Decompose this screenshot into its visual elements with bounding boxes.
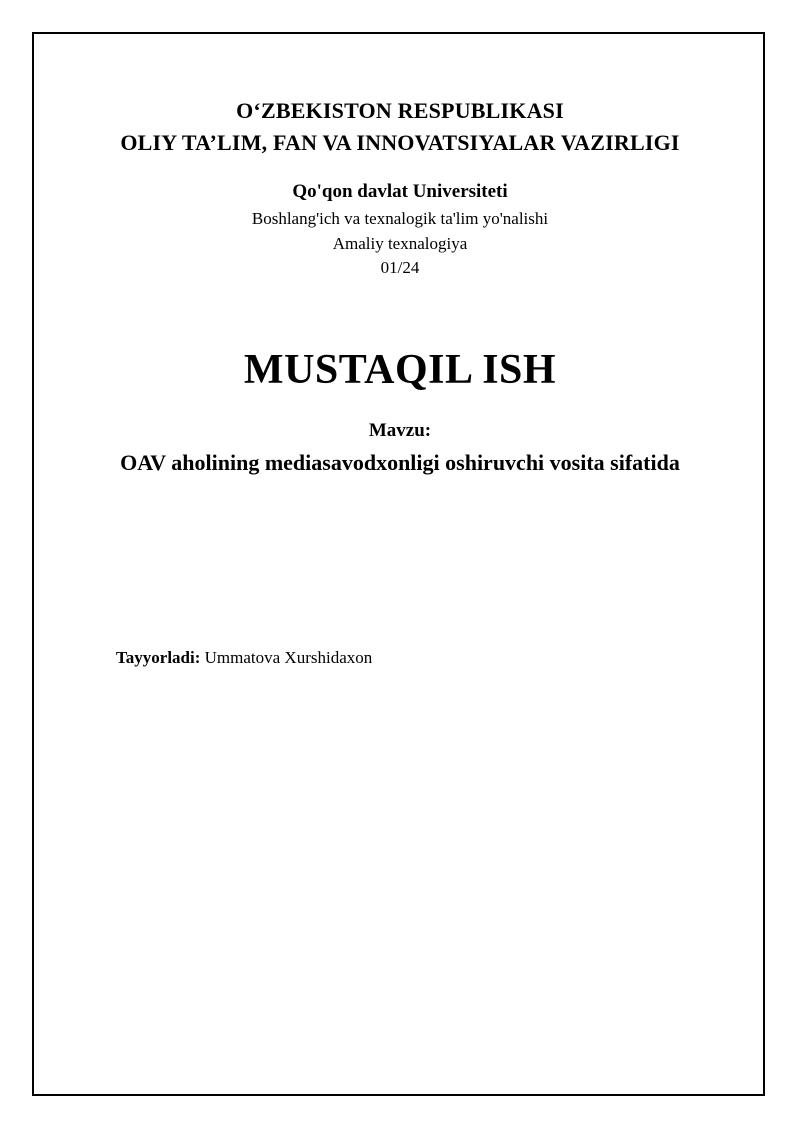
group-number: 01/24 bbox=[380, 258, 420, 277]
ministry-heading: OLIY TA’LIM, FAN VA INNOVATSIYALAR VAZIRLIGI bbox=[120, 130, 680, 155]
subject-name: Amaliy texnalogiya bbox=[332, 234, 468, 253]
author-name: Ummatova Xurshidaxon bbox=[204, 648, 373, 667]
study-direction: Boshlang'ich va texnalogik ta'lim yo'nalishi bbox=[251, 209, 549, 228]
topic-label: Mavzu: bbox=[368, 420, 432, 441]
author-label: Tayyorladi: bbox=[116, 648, 201, 667]
topic-text: OAV aholining mediasavodxonligi oshiruvchi vosita sifatida bbox=[120, 450, 680, 475]
country-heading: O‘ZBEKISTON RESPUBLIKASI bbox=[236, 98, 564, 123]
document-title: MUSTAQIL ISH bbox=[243, 347, 557, 393]
author-line bbox=[116, 648, 372, 668]
university-name: Qo'qon davlat Universiteti bbox=[292, 181, 508, 202]
